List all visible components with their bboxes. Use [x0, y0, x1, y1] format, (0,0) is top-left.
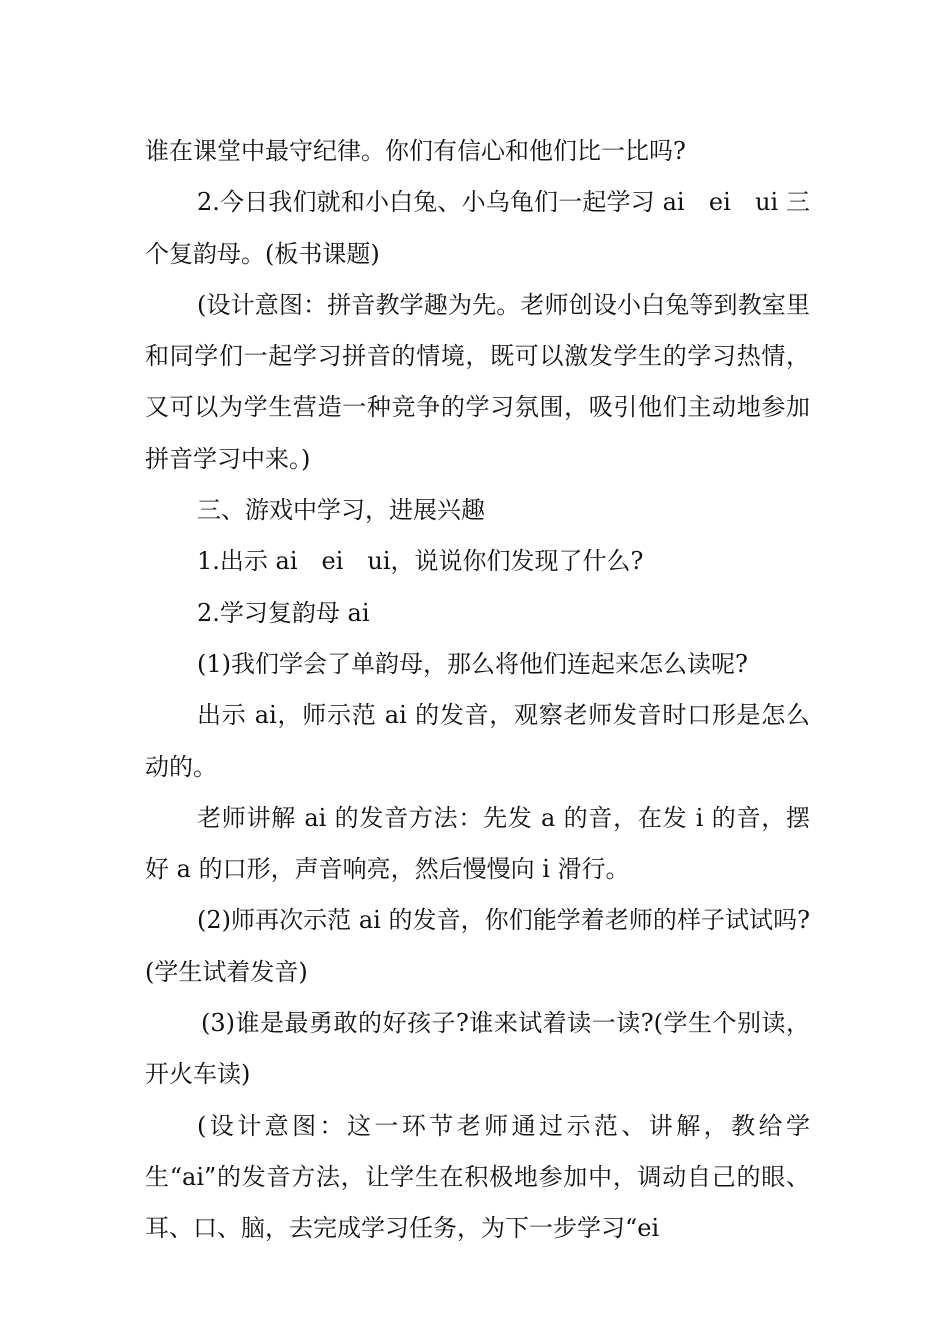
paragraph-step-1: (1)我们学会了单韵母，那么将他们连起来怎么读呢?: [197, 649, 748, 678]
paragraph-lesson-intro: 2.今日我们就和小白兔、小乌龟们一起学习 ai ei ui 三个复韵母。(板书课题): [145, 188, 810, 268]
paragraph-explain-method: 老师讲解 ai 的发音方法：先发 a 的音，在发 i 的音，摆好 a 的口形，声音响亮，然后慢慢向 i 滑行。: [145, 803, 810, 884]
paragraph-learn-ai: 2.学习复韵母 ai: [197, 598, 370, 627]
paragraph-step-2: (2)师再次示范 ai 的发音，你们能学着老师的样子试试吗?(学生试着发音): [145, 906, 810, 986]
body-text: [145, 126, 810, 1255]
paragraph-design-intent-2: (设计意图：这一环节老师通过示范、讲解，教给学生“ai”的发音方法，让学生在积极地参加中，调动自己的眼、耳、口、脑，去完成学习任务，为下一步学习“ei: [145, 1111, 810, 1243]
paragraph-design-intent-1: (设计意图：拼音教学趣为先。老师创设小白兔等到教室里和同学们一起学习拼音的情境，既可以激发学生的学习热情，又可以为学生营造一种竞争的学习氛围，吸引他们主动地参加拼音学习中来。): [145, 290, 810, 473]
paragraph-continuation: 谁在课堂中最守纪律。你们有信心和他们比一比吗?: [145, 137, 686, 165]
paragraph-step-3: (3)谁是最勇敢的好孩子?谁来试着读一读?(学生个别读，开火车读): [145, 1009, 810, 1089]
paragraph-show-finals: 1.出示 ai ei ui，说说你们发现了什么?: [197, 547, 644, 576]
paragraph-demonstrate-ai: 出示 ai，师示范 ai 的发音，观察老师发音时口形是怎么动的。: [145, 701, 810, 781]
section-heading-games: 三、游戏中学习，进展兴趣: [197, 496, 485, 525]
